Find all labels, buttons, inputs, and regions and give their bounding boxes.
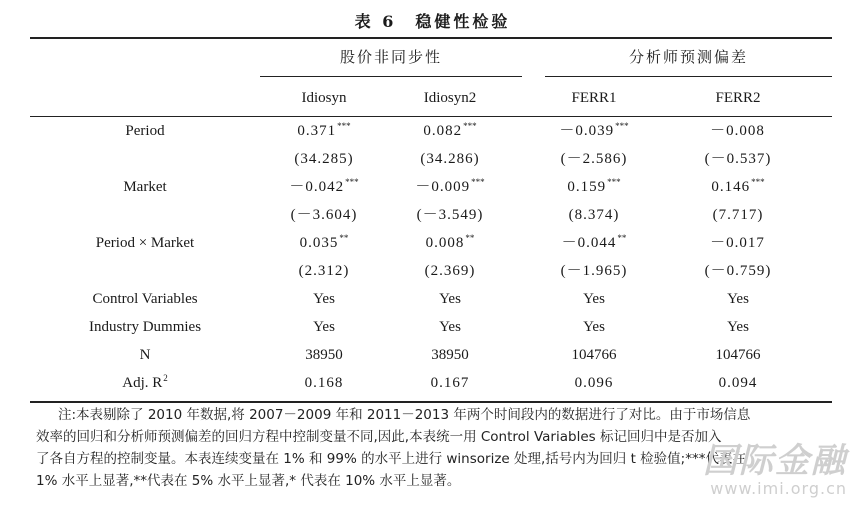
control-cell: Yes [439,291,461,307]
top-rule [30,37,832,39]
tstat-cell: (7.717) [712,207,764,223]
control-cell: Yes [583,319,605,335]
coef-cell: －0.042*** [289,177,359,195]
watermark-logo [657,443,847,498]
significance-stars: ** [465,233,475,243]
coef-cell: 0.159*** [567,177,621,195]
significance-stars: *** [615,121,629,131]
header-rule [30,116,832,117]
tstat-cell: (2.312) [298,263,350,279]
coef-cell: 0.146*** [711,177,765,195]
group-header-analyst-error: 分析师预测偏差 [628,48,748,66]
control-cell: Yes [583,291,605,307]
control-cell: Yes [439,319,461,335]
tstat-cell: (2.369) [424,263,476,279]
row-label-control-variables: Control Variables [92,291,198,307]
column-header: Idiosyn2 [423,90,477,106]
coef-cell: －0.017 [710,235,765,251]
tstat-cell: (－3.549) [416,207,484,223]
adj-r2-cell: 0.094 [718,375,758,391]
column-header: Idiosyn [301,90,347,106]
bottom-rule [30,401,832,403]
adj-r2-cell: 0.168 [304,375,344,391]
table-note-line: 注:本表剔除了 2010 年数据,将 2007－2009 年和 2011－2013 年两个时间段内的数据进行了对比。由于市场信息 [58,407,751,423]
significance-stars: *** [463,121,477,131]
column-header: FERR2 [715,90,761,106]
n-cell: 104766 [715,347,761,363]
tstat-cell: (－3.604) [290,207,358,223]
coef-cell: －0.044** [561,233,627,251]
row-label-industry-dummies: Industry Dummies [88,319,202,335]
control-cell: Yes [727,291,749,307]
control-cell: Yes [313,319,335,335]
watermark-text: 国际金融 [703,441,847,481]
table-note-line: 1% 水平上显著,**代表在 5% 水平上显著,* 代表在 10% 水平上显著。 [36,473,461,489]
n-cell: 104766 [571,347,617,363]
tstat-cell: (－2.586) [560,151,628,167]
coef-cell: 0.035** [299,233,349,251]
tstat-cell: (－0.759) [704,263,772,279]
coef-cell: 0.371*** [297,121,351,139]
tstat-cell: (34.286) [420,151,480,167]
control-cell: Yes [313,291,335,307]
tstat-cell: (－1.965) [560,263,628,279]
tstat-cell: (8.374) [568,207,620,223]
control-cell: Yes [727,319,749,335]
n-cell: 38950 [305,347,343,363]
group-header-stock-sync: 股价非同步性 [339,48,442,66]
significance-stars: *** [607,177,621,187]
row-label-market: Market [123,179,167,195]
watermark-url: www.imi.org.cn [710,479,847,498]
column-header: FERR1 [571,90,617,106]
table-note-line: 效率的回归和分析师预测偏差的回归方程中控制变量不同,因此,本表统一用 Control Variables 标记回归中是否加入 [36,429,722,445]
significance-stars: *** [337,121,351,131]
significance-stars: ** [339,233,349,243]
row-label-n: N [139,347,151,363]
significance-stars: *** [751,177,765,187]
row-label-adj-r2: Adj. $R^2$ [122,373,168,391]
significance-stars: ** [617,233,627,243]
coef-cell: 0.082*** [423,121,477,139]
table-title: 表 6 稳健性检验 [354,12,511,31]
row-label-period-x-market: Period × Market [95,235,195,251]
group-rule-left [260,76,522,77]
significance-stars: *** [471,177,485,187]
coef-cell: －0.039*** [559,121,629,139]
row-label-period: Period [125,123,165,139]
significance-stars: *** [345,177,359,187]
group-rule-right [545,76,832,77]
adj-r2-cell: 0.167 [430,375,470,391]
coef-cell: －0.009*** [415,177,485,195]
n-cell: 38950 [431,347,469,363]
tstat-cell: (－0.537) [704,151,772,167]
coef-cell: －0.008 [710,123,765,139]
tstat-cell: (34.285) [294,151,354,167]
coef-cell: 0.008** [425,233,475,251]
table-note-line: 了各自方程的控制变量。本表连续变量在 1% 和 99% 的水平上进行 winsorize 处理,括号内为回归 t 检验值;***代表在 [36,451,746,467]
adj-r2-cell: 0.096 [574,375,614,391]
